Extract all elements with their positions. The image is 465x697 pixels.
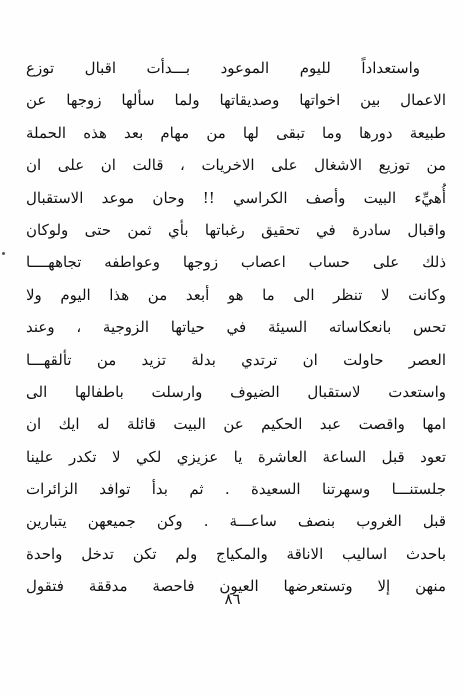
text-line: أُهيِّء البيت وأصف الكراسي !! وحان موعد الاستقبال (26, 188, 446, 207)
text-line: العصر حاولت ان ترتدي بدلة تزيد من تألقهـــا (26, 350, 446, 369)
text-line: الاعمال بين اخواتها وصديقاتها ولما سألها زوجها عن (26, 91, 446, 110)
text-line: امها واقصت عبد الحكيم عن البيت قائلة له ايك ان (26, 415, 446, 434)
text-line: قبل الغروب بنصف ساعـــة . وكن جميعهن يتبارين (26, 512, 446, 531)
text-line: واقبال سادرة في تحقيق رغباتها بأي ثمن حتى ولوكان (26, 220, 446, 239)
text-line: منهن إلا وتستعرضها العيون فاحصة مدققة فتقول (26, 577, 446, 596)
page-number: ٨٦ (224, 590, 241, 608)
text-line: طبيعة دورها وما تبقى لها من مهام بعد هذه الحملة (26, 123, 446, 142)
text-line: واستعداداً لليوم الموعود بـــدأت اقبال توزع (26, 59, 420, 77)
text-line: باحدث اساليب الاناقة والمكياج ولم تكن تدخل واحدة (26, 544, 446, 563)
body-text (26, 52, 446, 603)
text-line: وكانت لا تنظر الى ما هو أبعد من هذا اليوم ولا (26, 285, 446, 304)
text-line: واستعدت لاستقبال الضيوف وارسلت باطفالها الى (26, 382, 446, 401)
text-line: تحس بانعكاساته السيئة في حياتها الزوجية ، وعند (26, 318, 446, 337)
text-line: من توزيع الاشغال على الاخريات ، قالت ان على ان (26, 156, 446, 175)
text-line: ذلك على حساب اعصاب زوجها وعواطفه تجاههــــا (26, 253, 446, 272)
scan-speck (2, 252, 5, 255)
text-line: جلستنـــا وسهرتنا السعيدة . ثم بدأ توافد الزائرات (26, 480, 446, 499)
text-line: تعود قبل الساعة العاشرة يا عزيزي لكي لا تكدر علينا (26, 447, 446, 466)
